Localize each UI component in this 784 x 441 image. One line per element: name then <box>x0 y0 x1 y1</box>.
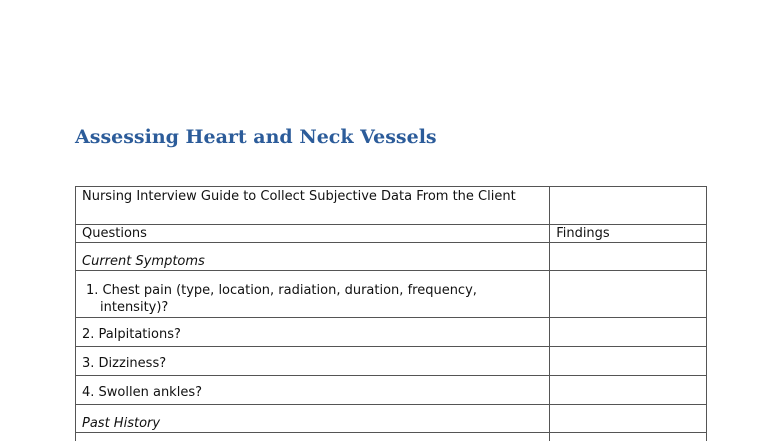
table-row <box>76 433 707 441</box>
findings-header: Findings <box>550 225 707 243</box>
findings-cell <box>550 318 707 347</box>
findings-cell <box>550 271 707 318</box>
findings-cell <box>550 405 707 433</box>
question-item-dizziness <box>82 347 543 372</box>
question-text: Palpitations? <box>98 327 181 342</box>
section-label-current-symptoms: Current Symptoms <box>82 254 205 269</box>
table-row <box>76 271 707 318</box>
question-item-palpitations <box>82 318 543 343</box>
interview-guide-table <box>75 186 707 441</box>
question-text: Swollen ankles? <box>98 385 202 400</box>
table-row <box>76 318 707 347</box>
item-number: 1. <box>86 283 99 298</box>
question-text-continued: intensity)? <box>100 300 169 315</box>
table-row <box>76 376 707 405</box>
document-title: Assessing Heart and Neck Vessels <box>75 126 437 148</box>
item-number: 2. <box>82 327 95 342</box>
table-caption-row <box>76 187 707 225</box>
question-text: Dizziness? <box>98 356 167 371</box>
section-row-past-history <box>76 405 707 433</box>
question-item-swollen-ankles <box>82 376 543 401</box>
section-label-past-history: Past History <box>82 416 161 431</box>
table-caption-empty-cell <box>550 187 707 225</box>
table-caption-cell: Nursing Interview Guide to Collect Subjective Data From the Client <box>76 187 550 225</box>
questions-header: Questions <box>76 225 550 243</box>
findings-cell <box>550 243 707 271</box>
findings-cell <box>550 347 707 376</box>
findings-cell <box>550 376 707 405</box>
table-row <box>76 347 707 376</box>
item-number: 3. <box>82 356 95 371</box>
question-text: Chest pain (type, location, radiation, duration, frequency, <box>102 283 477 298</box>
item-number: 4. <box>82 385 95 400</box>
question-item-chest-pain <box>82 271 543 316</box>
findings-cell <box>550 433 707 441</box>
section-row-current-symptoms <box>76 243 707 271</box>
table-header-row <box>76 225 707 243</box>
